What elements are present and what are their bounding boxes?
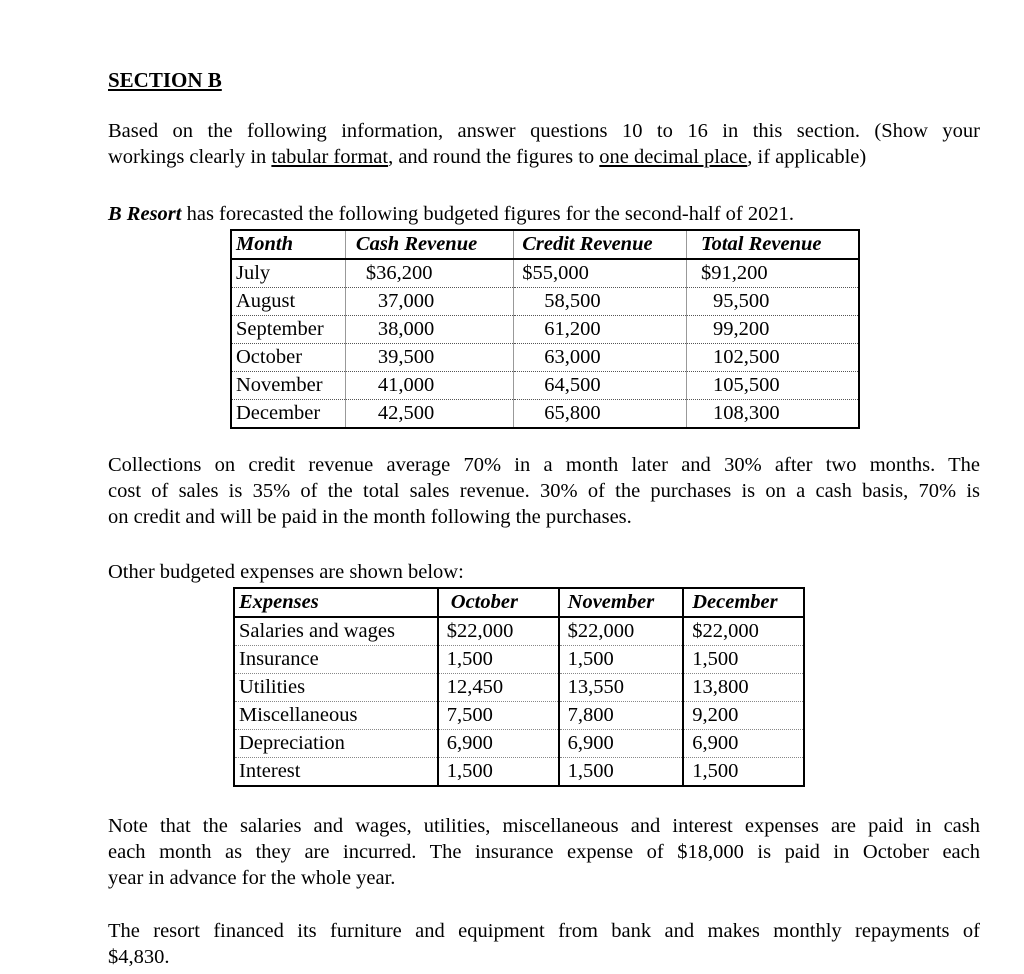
october-value-cell: 1,500 <box>438 646 559 674</box>
november-value-cell: 1,500 <box>559 758 684 787</box>
decimal-place-emphasis: one decimal place <box>599 146 748 168</box>
credit-revenue-cell: 63,000 <box>514 344 687 372</box>
november-value-cell: 1,500 <box>559 646 684 674</box>
cash-revenue-cell: 38,000 <box>345 316 513 344</box>
credit-revenue-cell: 61,200 <box>514 316 687 344</box>
collections-line-3: on credit and will be paid in the month following the purchases. <box>108 506 632 528</box>
note-line-1: Note that the salaries and wages, utilities, miscellaneous and interest expenses are paid in cash <box>108 815 980 837</box>
total-revenue-cell: 105,500 <box>686 372 859 400</box>
intro-paragraph <box>108 118 980 170</box>
month-cell: July <box>231 259 345 288</box>
november-value-cell: 6,900 <box>559 730 684 758</box>
revenue-header-row <box>231 230 859 259</box>
total-revenue-cell: 95,500 <box>686 288 859 316</box>
collections-line-1: Collections on credit revenue average 70% in a month later and 30% after two months. The <box>108 454 980 476</box>
expenses-header-november: November <box>559 588 684 617</box>
revenue-header-cash: Cash Revenue <box>345 230 513 259</box>
december-value-cell: 9,200 <box>683 702 804 730</box>
table-row <box>231 288 859 316</box>
intro-line-2 <box>108 144 980 170</box>
month-cell: December <box>231 400 345 429</box>
expense-name-cell: Depreciation <box>234 730 438 758</box>
table-row <box>231 316 859 344</box>
company-name: B Resort <box>108 203 182 225</box>
expense-name-cell: Miscellaneous <box>234 702 438 730</box>
december-value-cell: 6,900 <box>683 730 804 758</box>
october-value-cell: $22,000 <box>438 617 559 646</box>
forecast-text: has forecasted the following budgeted figures for the second-half of 2021. <box>181 203 795 225</box>
expense-name-cell: Insurance <box>234 646 438 674</box>
collections-line-2: cost of sales is 35% of the total sales revenue. 30% of the purchases is on a cash basis, 70% is <box>108 480 980 502</box>
revenue-header-total: Total Revenue <box>686 230 859 259</box>
december-value-cell: 13,800 <box>683 674 804 702</box>
month-cell: August <box>231 288 345 316</box>
revenue-table <box>230 229 860 429</box>
cash-revenue-cell: 39,500 <box>345 344 513 372</box>
tabular-format-emphasis: tabular format <box>271 146 389 168</box>
note-line-2: each month as they are incurred. The insurance expense of $18,000 is paid in October each <box>108 841 980 863</box>
financing-paragraph <box>108 918 980 970</box>
credit-revenue-cell: 58,500 <box>514 288 687 316</box>
intro-text-3: , and round the figures to <box>388 146 600 168</box>
expense-name-cell: Salaries and wages <box>234 617 438 646</box>
month-cell: November <box>231 372 345 400</box>
october-value-cell: 7,500 <box>438 702 559 730</box>
total-revenue-cell: 108,300 <box>686 400 859 429</box>
month-cell: October <box>231 344 345 372</box>
table-row <box>234 617 804 646</box>
expenses-header-expenses: Expenses <box>234 588 438 617</box>
table-row <box>234 674 804 702</box>
expenses-table <box>233 587 805 787</box>
table-row <box>234 646 804 674</box>
intro-line-1: Based on the following information, answer questions 10 to 16 in this section. (Show your <box>108 120 980 142</box>
table-row <box>234 702 804 730</box>
expenses-header-row <box>234 588 804 617</box>
revenue-header-credit: Credit Revenue <box>514 230 687 259</box>
intro-text-2: workings clearly in <box>108 146 272 168</box>
table-row <box>231 259 859 288</box>
financing-line-1: The resort financed its furniture and equipment from bank and makes monthly repayments of <box>108 920 980 942</box>
october-value-cell: 12,450 <box>438 674 559 702</box>
cash-revenue-cell: $36,200 <box>345 259 513 288</box>
credit-revenue-cell: $55,000 <box>514 259 687 288</box>
november-value-cell: 13,550 <box>559 674 684 702</box>
forecast-sentence <box>108 201 980 227</box>
financing-line-2: $4,830. <box>108 946 170 968</box>
section-title: SECTION B <box>108 68 222 92</box>
december-value-cell: 1,500 <box>683 758 804 787</box>
october-value-cell: 1,500 <box>438 758 559 787</box>
table-row <box>231 344 859 372</box>
expenses-header-december: December <box>683 588 804 617</box>
cash-revenue-cell: 42,500 <box>345 400 513 429</box>
note-line-3: year in advance for the whole year. <box>108 867 396 889</box>
total-revenue-cell: 102,500 <box>686 344 859 372</box>
month-cell: September <box>231 316 345 344</box>
november-value-cell: $22,000 <box>559 617 684 646</box>
note-paragraph <box>108 813 980 891</box>
cash-revenue-cell: 37,000 <box>345 288 513 316</box>
december-value-cell: $22,000 <box>683 617 804 646</box>
cash-revenue-cell: 41,000 <box>345 372 513 400</box>
credit-revenue-cell: 65,800 <box>514 400 687 429</box>
expenses-header-october: October <box>438 588 559 617</box>
other-expenses-intro: Other budgeted expenses are shown below: <box>108 561 464 583</box>
table-row <box>234 758 804 787</box>
total-revenue-cell: 99,200 <box>686 316 859 344</box>
credit-revenue-cell: 64,500 <box>514 372 687 400</box>
october-value-cell: 6,900 <box>438 730 559 758</box>
table-row <box>234 730 804 758</box>
expense-name-cell: Utilities <box>234 674 438 702</box>
november-value-cell: 7,800 <box>559 702 684 730</box>
december-value-cell: 1,500 <box>683 646 804 674</box>
table-row <box>231 372 859 400</box>
total-revenue-cell: $91,200 <box>686 259 859 288</box>
intro-text-4: , if applicable) <box>747 146 867 168</box>
expense-name-cell: Interest <box>234 758 438 787</box>
revenue-header-month: Month <box>231 230 345 259</box>
collections-paragraph <box>108 452 980 530</box>
table-row <box>231 400 859 429</box>
